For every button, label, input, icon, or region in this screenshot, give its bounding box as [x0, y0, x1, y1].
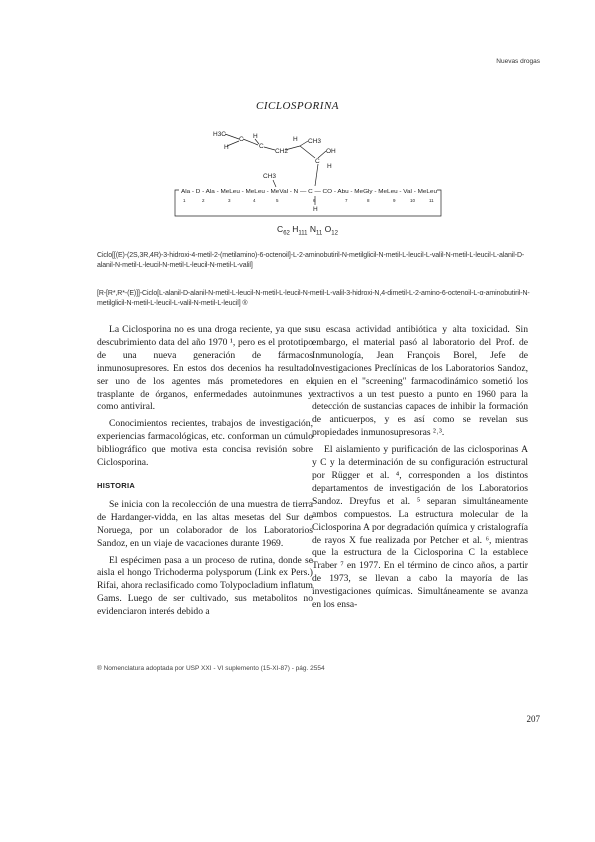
- label-h3: H: [293, 136, 298, 143]
- residue-number: 9: [393, 198, 396, 203]
- label-h-bottom: H: [313, 206, 318, 213]
- bond: [227, 141, 239, 146]
- bond: [264, 147, 275, 150]
- bond: [315, 164, 318, 186]
- paragraph: La Ciclosporina no es una droga reciente, ya que su descubrimiento data del año 1970 ¹, pero es el prototipo de una nueva generación de fármacos inmunosupresores. En estos dos decenios ha resultado ser uno de los agentes más prometedores en el trasplante de órganos, enfermedades autoinmunes y como antiviral.: [97, 324, 313, 413]
- paragraph: Conocimientos recientes, trabajos de investigación, experiencias farmacológicas, etc. conforman un cúmulo bibliográfico que motiva esta concisa revisión sobre Ciclosporina.: [97, 418, 313, 469]
- label-ch2: CH2: [275, 148, 289, 155]
- label-h2: H: [253, 133, 258, 140]
- left-column: [97, 324, 313, 623]
- bond: [300, 146, 315, 158]
- formula-c-sub: 62: [283, 230, 290, 237]
- formula-n-sub: 11: [316, 230, 323, 237]
- molecular-formula: [0, 224, 595, 237]
- residue-number: 5: [276, 198, 279, 203]
- label-oh: OH: [326, 148, 336, 155]
- label-c2: C: [259, 143, 264, 150]
- bond: [300, 141, 308, 146]
- paragraph: su escasa actividad antibiótica y alta toxicidad. Sin embargo, el material pasó al laboratorio del Prof. de Inmunología, Jean François Borel, Jefe de Investigaciones Preclínicas de los Laboratorios Sandoz, quien en el "screening" farmacodinámico sometió los extractivos a un test puesto a punto en 1960 para la detección de sustancias capaces de inhibir la formación de anticuerpos, y es así como se revelan sus propiedades inmunosupresoras ²˒³.: [312, 324, 528, 439]
- bond: [273, 180, 276, 187]
- label-ch3-n: CH3: [263, 173, 277, 180]
- residue-number: 11: [429, 198, 434, 203]
- paragraph: Se inicia con la recolección de una muestra de tierra de Hardanger-vidda, en las altas mesetas del Sur de Noruega, por un colaborador de los Laboratorios Sandoz, en un viaje de vacaciones durante 1969.: [97, 498, 313, 549]
- peptide-chain: Ala - D - Ala - MeLeu - MeLeu - MeVal - N — C — CO - Abu - MeGly - MeLeu - Val - MeLeu: [181, 189, 437, 195]
- residue-number: 8: [367, 198, 370, 203]
- formula-h: H: [292, 224, 299, 234]
- residue-number: 3: [228, 198, 231, 203]
- residue-number: 7: [345, 198, 348, 203]
- residue-number: 6: [313, 198, 316, 203]
- label-c3: C: [315, 158, 320, 165]
- label-h4: H: [327, 163, 332, 170]
- residue-number: 1: [183, 198, 186, 203]
- bond: [318, 151, 326, 158]
- page-number: 207: [526, 714, 540, 724]
- chemical-name-usp: [R-[R*,R*-(E)]]-Ciclo[L-alanil-D-alanil-N-metil-L-leucil-N-metil-L-leucil-N-metil-L-valil-3-hidroxi-N,4-dimetil-L-2-amino-6-octenoil-L-α-aminobutiril-N-metilglicil-N-metil-L-leucil-L-valil-N-metil-L-leucil] ®: [97, 290, 530, 308]
- label-h3c: H3C: [213, 131, 227, 138]
- label-c1: C: [239, 136, 244, 143]
- paragraph: El espécimen pasa a un proceso de rutina, donde se aisla el hongo Trichoderma polysporum (Link ex Pers.) Rifai, ahora reclasificado como Tolypocladium inflatum Gams. Luego de ser cultivado, sus metabolitos no evidenciaron interés debido a: [97, 554, 313, 618]
- bond: [225, 134, 239, 139]
- label-ch3-top: CH3: [308, 138, 322, 145]
- section-heading: HISTORIA: [97, 480, 136, 490]
- residue-number: 4: [253, 198, 256, 203]
- formula-h-sub: 111: [298, 230, 308, 237]
- formula-n: N: [309, 224, 317, 234]
- label-h1: H: [224, 144, 229, 151]
- article-title: CICLOSPORINA: [256, 100, 339, 112]
- paragraph: El aislamiento y purificación de las ciclosporinas A y C y la determinación de su configuración estructural por Rügger et al. ⁴, corresponden a los distintos departamentos de investigación de los Laboratorios Sandoz. Dreyfus et al. ⁵ separan simultáneamente ambos compuestos. La estructura molecular de la Ciclosporina A por degradación química y cristalografía de rayos X fue realizada por Petcher et al. ⁶, mientras que la estructura de la Ciclosporina C la establece Traber ⁷ en 1977. En el término de cinco años, a partir de 1973, se llevan a cabo la mayoría de las investigaciones químicas. Simultáneamente se avanza en los ensa-: [312, 444, 528, 611]
- running-head: Nuevas drogas: [496, 58, 540, 65]
- formula-o: O: [324, 224, 332, 234]
- footnote: ® Nomenclatura adoptada por USP XXI - VI suplemento (15-XI-87) - pág. 2554: [97, 665, 325, 672]
- chemical-name-iupac: Ciclo[[(E)-(2S,3R,4R)-3-hidroxi-4-metil-2-(metilamino)-6-octenoil]-L-2-aminobutiril-N-metilglicil-N-metil-L-leucil-L-valil-N-metil-L-leucil-L-alanil-D-alanil-N-metil-L-leucil-N-metil-L-leucil-N-metil-L-valil]: [97, 252, 525, 270]
- formula-c: C: [277, 224, 284, 234]
- formula-o-sub: 12: [331, 230, 338, 237]
- residue-number: 10: [410, 198, 416, 203]
- residue-number: 2: [202, 198, 205, 203]
- cyclosporin-structure-diagram: [155, 118, 455, 233]
- right-column: [312, 324, 528, 616]
